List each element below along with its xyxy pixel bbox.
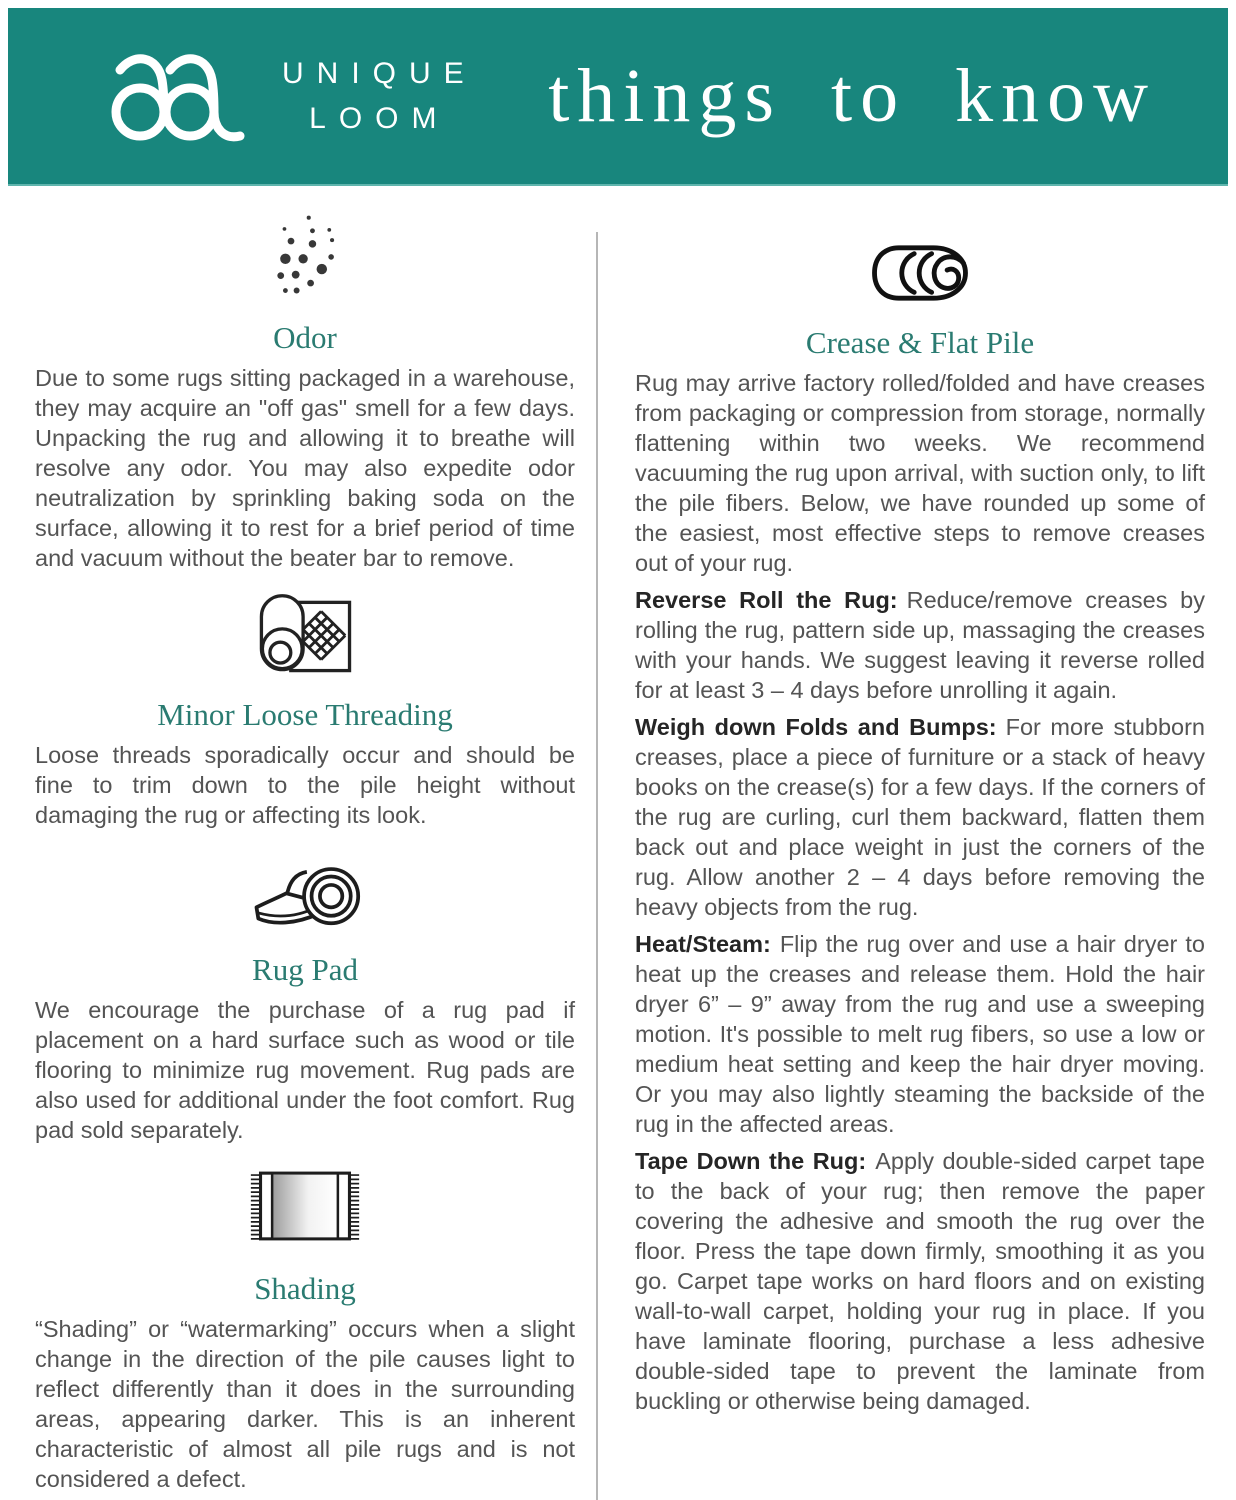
section-body-shading: “Shading” or “watermarking” occurs when a slight change in the direction of the pile causes light to reflect differently than it does in the surrounding areas, appearing darker. This is an inherent characteristic of almost all pile rugs and is not considered a defect. [35, 1316, 575, 1492]
section-body-odor: Due to some rugs sitting packaged in a warehouse, they may acquire an "off gas" smell for a few days. Unpacking the rug and allowing it to breathe will resolve any odor. You may also expedite odor neutralization by sprinkling baking soda on the surface, allowing it to rest for a brief period of time and vacuum without the beater bar to remove. [35, 365, 575, 571]
tip-text-reverse-roll: Reduce/remove creases by rolling the rug, pattern side up, massaging the creases with your hands. We suggest leaving it reverse rolled for at least 3 – 4 days before unrolling it again. [635, 587, 1205, 703]
section-body-threading: Loose threads sporadically occur and should be fine to trim down to the pile height without damaging the rug or affecting its look. [35, 742, 575, 828]
content-area [0, 186, 1236, 1500]
column-divider [596, 232, 598, 1500]
tip-reverse-roll [635, 585, 1205, 705]
section-minor-loose-threading [35, 591, 575, 830]
tip-label-heat-steam: Heat/Steam: [635, 931, 771, 957]
section-rug-pad [35, 860, 575, 1145]
unique-loom-logo-icon [106, 46, 256, 146]
brand-line-2: LOOM [309, 102, 450, 135]
section-heading-shading: Shading [254, 1271, 356, 1306]
tip-text-tape-down: Apply double-sided carpet tape to the back of your rug; then remove the paper covering the adhesive and smooth the rug over the floor. Press the tape down firmly, smoothing it as you go. Carpet tape works on hard floors and on existing wall-to-wall carpet, holding your rug in place. If you have laminate flooring, purchase a less adhesive double-sided tape to prevent the laminate from buckling or otherwise being damaged. [635, 1148, 1205, 1414]
shaded-rug-icon [35, 1169, 575, 1243]
tip-label-tape-down: Tape Down the Rug: [635, 1148, 867, 1174]
tip-label-reverse-roll: Reverse Roll the Rug: [635, 587, 898, 613]
rug-pad-roll-icon [35, 860, 575, 936]
tip-heat-steam [635, 929, 1205, 1139]
section-body-rugpad: We encourage the purchase of a rug pad if placement on a hard surface such as wood or tile flooring to minimize rug movement. Rug pads are also used for additional under the foot comfort. Rug pad sold separately. [35, 997, 575, 1143]
left-column [35, 186, 575, 1494]
odor-particles-icon [35, 208, 575, 304]
brand-line-1: UNIQUE [282, 57, 477, 90]
header-banner [8, 8, 1228, 186]
brand-name [282, 51, 477, 141]
brand-logo-group [106, 46, 477, 146]
page-title: things to know [548, 53, 1156, 138]
tip-text-weigh-down: For more stubborn creases, place a piece of furniture or a stack of heavy books on the crease(s) for a few days. If the corners of the rug are curling, curl them backward, flatten them back out and place weight in just the corners of the rug. Allow another 2 – 4 days before removing the heavy objects from the rug. [635, 714, 1205, 920]
section-heading-threading: Minor Loose Threading [157, 697, 453, 732]
section-crease-flat-pile [635, 186, 1205, 1416]
rolled-rug-crease-icon [635, 186, 1205, 303]
right-column [635, 186, 1205, 1416]
rolled-rug-thread-icon [35, 591, 575, 681]
section-heading-odor: Odor [273, 320, 337, 355]
tip-weigh-down [635, 712, 1205, 922]
tip-label-weigh-down: Weigh down Folds and Bumps: [635, 714, 997, 740]
tip-text-heat-steam: Flip the rug over and use a hair dryer to heat up the creases and release them. Hold the hair dryer 6” – 9” away from the rug and use a sweeping motion. It's possible to melt rug fibers, so use a low or medium heat setting and keep the hair dryer moving. Or you may also lightly steaming the backside of the rug in the affected areas. [635, 931, 1205, 1137]
section-odor [35, 186, 575, 573]
section-heading-rugpad: Rug Pad [252, 952, 358, 987]
tip-tape-down [635, 1146, 1205, 1416]
section-heading-crease: Crease & Flat Pile [805, 325, 1035, 360]
section-shading [35, 1169, 575, 1494]
section-intro-crease: Rug may arrive factory rolled/folded and have creases from packaging or compression from storage, normally flattening within two weeks. We recommend vacuuming the rug upon arrival, with suction only, to lift the pile fibers. Below, we have rounded up some of the easiest, most effective steps to remove creases out of your rug. [635, 370, 1205, 576]
